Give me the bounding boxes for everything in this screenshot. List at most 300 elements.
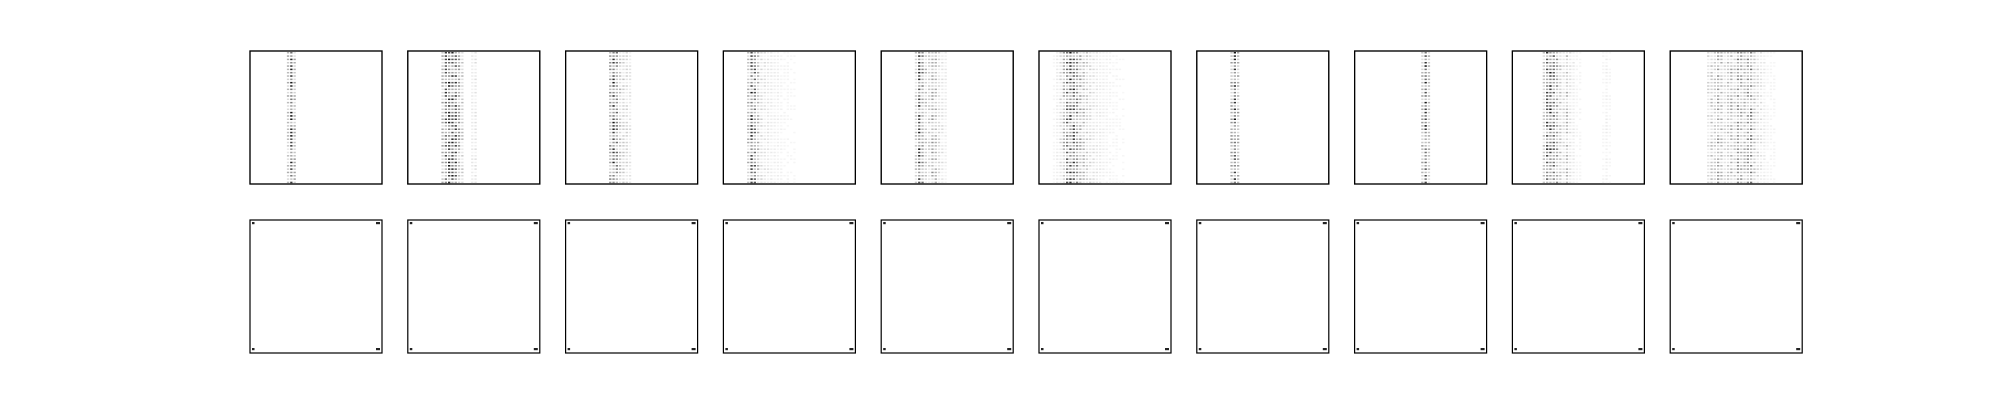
heatmap-cell: [1707, 89, 1709, 91]
heatmap-cell: [287, 155, 289, 157]
heatmap-cell: [1099, 178, 1101, 180]
heatmap-cell: [1727, 59, 1729, 61]
heatmap-cell: [1559, 112, 1561, 114]
heatmap-cell: [1059, 95, 1061, 97]
heatmap-cell: [1743, 168, 1745, 170]
heatmap-cell: [774, 112, 776, 114]
heatmap-cell: [629, 155, 631, 157]
heatmap-cell: [1556, 95, 1558, 97]
heatmap-cell: [928, 165, 930, 167]
panel-frame: [566, 51, 698, 184]
heatmap-cell: [1753, 55, 1755, 57]
heatmap-cell: [945, 135, 947, 137]
heatmap-cell: [767, 59, 769, 61]
heatmap-cell: [1425, 119, 1427, 121]
heatmap-cell: [1740, 95, 1742, 97]
heatmap-cell: [622, 125, 624, 127]
heatmap-cell: [1059, 132, 1061, 134]
heatmap-cell: [1543, 175, 1545, 177]
heatmap-cell: [471, 102, 473, 104]
heatmap-cell: [455, 165, 457, 167]
heatmap-cell: [1230, 62, 1232, 64]
heatmap-cell: [471, 65, 473, 67]
heatmap-cell: [1553, 168, 1555, 170]
heatmap-cell: [1083, 165, 1085, 167]
heatmap-cell: [1096, 95, 1098, 97]
heatmap-cell: [1546, 115, 1548, 117]
heatmap-cell: [451, 148, 453, 150]
heatmap-cell: [455, 102, 457, 104]
heatmap-cell: [471, 119, 473, 121]
heatmap-cell: [935, 158, 937, 160]
heatmap-cell: [1727, 112, 1729, 114]
heatmap-cell: [1112, 172, 1114, 174]
heatmap-cell: [1563, 162, 1565, 164]
heatmap-cell: [1089, 148, 1091, 150]
heatmap-cell: [760, 92, 762, 94]
heatmap-cell: [1553, 62, 1555, 64]
heatmap-cell: [1747, 152, 1749, 154]
heatmap-cell: [471, 158, 473, 160]
heatmap-cell: [787, 85, 789, 87]
heatmap-cell: [1717, 148, 1719, 150]
heatmap-cell: [1056, 128, 1058, 130]
heatmap-cell: [1083, 178, 1085, 180]
heatmap-cell: [1734, 52, 1736, 54]
heatmap-cell: [471, 155, 473, 157]
heatmap-cell: [1546, 165, 1548, 167]
heatmap-cell: [1092, 119, 1094, 121]
heatmap-cell: [1063, 89, 1065, 91]
heatmap-cell: [1063, 142, 1065, 144]
heatmap-cell: [770, 62, 772, 64]
heatmap-cell: [1096, 148, 1098, 150]
heatmap-cell: [290, 125, 292, 127]
heatmap-cell: [774, 59, 776, 61]
heatmap-cell: [787, 55, 789, 57]
heatmap-cell: [1734, 158, 1736, 160]
heatmap-cell: [1572, 178, 1574, 180]
heatmap-cell: [1753, 125, 1755, 127]
heatmap-cell: [612, 99, 614, 101]
heatmap-cell: [1566, 52, 1568, 54]
heatmap-cell: [1099, 132, 1101, 134]
heatmap-cell: [1553, 155, 1555, 157]
heatmap-cell: [461, 165, 463, 167]
heatmap-cell: [938, 162, 940, 164]
heatmap-cell: [764, 82, 766, 84]
heatmap-cell: [451, 102, 453, 104]
heatmap-cell: [1737, 72, 1739, 74]
heatmap-cell: [1063, 152, 1065, 154]
heatmap-cell: [747, 172, 749, 174]
heatmap-cell: [609, 138, 611, 140]
heatmap-cell: [945, 165, 947, 167]
heatmap-cell: [609, 162, 611, 164]
heatmap-cell: [1757, 65, 1759, 67]
heatmap-cell: [622, 105, 624, 107]
heatmap-cell: [629, 115, 631, 117]
heatmap-cell: [928, 82, 930, 84]
heatmap-cell: [777, 115, 779, 117]
heatmap-cell: [448, 92, 450, 94]
heatmap-cell: [1066, 132, 1068, 134]
heatmap-cell: [1740, 178, 1742, 180]
heatmap-cell: [1073, 152, 1075, 154]
heatmap-cell: [1549, 65, 1551, 67]
heatmap-cell: [461, 128, 463, 130]
heatmap-cell: [1750, 128, 1752, 130]
heatmap-cell: [451, 138, 453, 140]
heatmap-cell: [1421, 155, 1423, 157]
heatmap-cell: [915, 138, 917, 140]
heatmap-cell: [1566, 65, 1568, 67]
heatmap-cell: [1230, 135, 1232, 137]
heatmap-cell: [1096, 165, 1098, 167]
heatmap-cell: [626, 138, 628, 140]
heatmap-cell: [1092, 148, 1094, 150]
heatmap-cell: [931, 132, 933, 134]
heatmap-cell: [445, 182, 447, 184]
heatmap-cell: [1576, 69, 1578, 71]
heatmap-cell: [1563, 152, 1565, 154]
heatmap-cell: [767, 65, 769, 67]
heatmap-cell: [448, 138, 450, 140]
heatmap-cell: [787, 69, 789, 71]
heatmap-cell: [1092, 82, 1094, 84]
heatmap-cell: [1063, 82, 1065, 84]
heatmap-cell: [1553, 162, 1555, 164]
heatmap-cell: [767, 132, 769, 134]
heatmap-cell: [928, 65, 930, 67]
heatmap-cell: [448, 142, 450, 144]
heatmap-cell: [290, 82, 292, 84]
heatmap-cell: [455, 178, 457, 180]
heatmap-cell: [1076, 142, 1078, 144]
heatmap-cell: [1106, 79, 1108, 81]
heatmap-cell: [609, 102, 611, 104]
heatmap-cell: [1553, 75, 1555, 77]
corner-mark-top-left: [1514, 222, 1517, 224]
heatmap-cell: [1086, 92, 1088, 94]
heatmap-cell: [1109, 178, 1111, 180]
heatmap-cell: [787, 52, 789, 54]
heatmap-cell: [1566, 92, 1568, 94]
heatmap-cell: [474, 128, 476, 130]
heatmap-cell: [471, 115, 473, 117]
heatmap-cell: [1083, 102, 1085, 104]
heatmap-cell: [1066, 99, 1068, 101]
heatmap-cell: [780, 145, 782, 147]
heatmap-cell: [1053, 85, 1055, 87]
heatmap-cell: [1546, 102, 1548, 104]
heatmap-cell: [1760, 99, 1762, 101]
heatmap-cell: [1428, 142, 1430, 144]
heatmap-cell: [448, 119, 450, 121]
heatmap-cell: [1707, 79, 1709, 81]
heatmap-cell: [451, 59, 453, 61]
heatmap-cell: [445, 92, 447, 94]
heatmap-cell: [448, 65, 450, 67]
heatmap-cell: [1106, 85, 1108, 87]
heatmap-cell: [451, 172, 453, 174]
heatmap-cell: [1763, 79, 1765, 81]
heatmap-cell: [747, 168, 749, 170]
heatmap-cell: [629, 145, 631, 147]
heatmap-cell: [777, 162, 779, 164]
heatmap-cell: [1579, 112, 1581, 114]
heatmap-cell: [793, 148, 795, 150]
heatmap-cell: [622, 178, 624, 180]
heatmap-cell: [921, 55, 923, 57]
heatmap-cell: [1073, 112, 1075, 114]
heatmap-cell: [1605, 99, 1607, 101]
heatmap-cell: [1720, 152, 1722, 154]
heatmap-cell: [1737, 182, 1739, 184]
heatmap-cell: [626, 178, 628, 180]
heatmap-cell: [1727, 89, 1729, 91]
heatmap-cell: [1069, 102, 1071, 104]
heatmap-cell: [915, 85, 917, 87]
heatmap-cell: [1069, 119, 1071, 121]
heatmap-cell: [757, 99, 759, 101]
heatmap-cell: [1714, 138, 1716, 140]
heatmap-cell: [287, 128, 289, 130]
heatmap-cell: [757, 69, 759, 71]
heatmap-cell: [918, 65, 920, 67]
heatmap-cell: [626, 109, 628, 111]
heatmap-cell: [1053, 172, 1055, 174]
heatmap-cell: [629, 82, 631, 84]
heatmap-cell: [757, 178, 759, 180]
heatmap-cell: [750, 75, 752, 77]
heatmap-cell: [1714, 59, 1716, 61]
heatmap-cell: [1763, 162, 1765, 164]
heatmap-cell: [921, 175, 923, 177]
heatmap-cell: [1230, 172, 1232, 174]
heatmap-cell: [445, 175, 447, 177]
heatmap-cell: [921, 158, 923, 160]
heatmap-cell: [1089, 132, 1091, 134]
heatmap-cell: [1089, 119, 1091, 121]
heatmap-cell: [1089, 92, 1091, 94]
heatmap-cell: [1579, 155, 1581, 157]
heatmap-cell: [458, 128, 460, 130]
heatmap-cell: [1566, 175, 1568, 177]
heatmap-cell: [1760, 135, 1762, 137]
heatmap-cell: [921, 119, 923, 121]
heatmap-cell: [1576, 65, 1578, 67]
heatmap-cell: [764, 152, 766, 154]
heatmap-cell: [612, 75, 614, 77]
heatmap-cell: [754, 85, 756, 87]
heatmap-cell: [1428, 82, 1430, 84]
heatmap-cell: [780, 172, 782, 174]
heatmap-cell: [1753, 145, 1755, 147]
heatmap-cell: [455, 138, 457, 140]
heatmap-cell: [287, 122, 289, 124]
heatmap-cell: [1099, 69, 1101, 71]
heatmap-cell: [455, 155, 457, 157]
heatmap-cell: [1099, 79, 1101, 81]
heatmap-cell: [1747, 112, 1749, 114]
heatmap-cell: [1753, 115, 1755, 117]
heatmap-cell: [1079, 172, 1081, 174]
heatmap-cell: [1079, 69, 1081, 71]
heatmap-cell: [1563, 158, 1565, 160]
heatmap-cell: [622, 172, 624, 174]
heatmap-cell: [1099, 168, 1101, 170]
heatmap-cell: [461, 55, 463, 57]
heatmap-cell: [1421, 72, 1423, 74]
heatmap-cell: [287, 115, 289, 117]
heatmap-cell: [290, 175, 292, 177]
heatmap-cell: [1707, 148, 1709, 150]
heatmap-cell: [918, 135, 920, 137]
heatmap-cell: [1116, 59, 1118, 61]
heatmap-cell: [1572, 152, 1574, 154]
heatmap-cell: [461, 59, 463, 61]
heatmap-cell: [1099, 122, 1101, 124]
heatmap-cell: [458, 85, 460, 87]
heatmap-cell: [1760, 178, 1762, 180]
heatmap-cell: [1543, 109, 1545, 111]
heatmap-cell: [1092, 95, 1094, 97]
heatmap-cell: [1234, 178, 1236, 180]
heatmap-cell: [294, 85, 296, 87]
heatmap-cell: [1572, 99, 1574, 101]
heatmap-cell: [1059, 82, 1061, 84]
heatmap-cell: [1707, 59, 1709, 61]
heatmap-cell: [622, 119, 624, 121]
heatmap-cell: [764, 158, 766, 160]
heatmap-cell: [1730, 95, 1732, 97]
heatmap-cell: [935, 122, 937, 124]
heatmap-cell: [1743, 92, 1745, 94]
heatmap-cell: [1066, 105, 1068, 107]
heatmap-cell: [1066, 125, 1068, 127]
heatmap-cell: [928, 155, 930, 157]
heatmap-cell: [928, 102, 930, 104]
heatmap-cell: [931, 79, 933, 81]
heatmap-cell: [629, 52, 631, 54]
heatmap-cell: [1549, 135, 1551, 137]
heatmap-cell: [1710, 105, 1712, 107]
heatmap-cell: [928, 152, 930, 154]
heatmap-cell: [1109, 62, 1111, 64]
heatmap-cell: [931, 135, 933, 137]
heatmap-cell: [1566, 102, 1568, 104]
heatmap-cell: [1747, 69, 1749, 71]
heatmap-cell: [445, 65, 447, 67]
heatmap-cell: [441, 182, 443, 184]
heatmap-cell: [925, 79, 927, 81]
heatmap-cell: [931, 148, 933, 150]
heatmap-cell: [1569, 59, 1571, 61]
heatmap-cell: [1743, 89, 1745, 91]
heatmap-cell: [1073, 172, 1075, 174]
heatmap-cell: [1056, 75, 1058, 77]
heatmap-cell: [1563, 138, 1565, 140]
heatmap-cell: [1753, 109, 1755, 111]
heatmap-cell: [1727, 162, 1729, 164]
heatmap-cell: [1566, 79, 1568, 81]
heatmap-cell: [1602, 79, 1604, 81]
heatmap-cell: [1083, 132, 1085, 134]
heatmap-cell: [1710, 152, 1712, 154]
heatmap-cell: [774, 105, 776, 107]
panel-8: [1355, 51, 1487, 184]
heatmap-cell: [1073, 138, 1075, 140]
heatmap-cell: [1727, 65, 1729, 67]
heatmap-cell: [1743, 162, 1745, 164]
heatmap-cell: [935, 132, 937, 134]
heatmap-cell: [626, 85, 628, 87]
heatmap-cell: [915, 168, 917, 170]
heatmap-cell: [1546, 109, 1548, 111]
heatmap-cell: [619, 119, 621, 121]
heatmap-cell: [1609, 128, 1611, 130]
heatmap-cell: [1730, 145, 1732, 147]
heatmap-cell: [1773, 162, 1775, 164]
heatmap-cell: [1727, 75, 1729, 77]
heatmap-cell: [931, 158, 933, 160]
heatmap-cell: [1727, 145, 1729, 147]
heatmap-cell: [474, 132, 476, 134]
heatmap-cell: [1086, 165, 1088, 167]
heatmap-cell: [294, 72, 296, 74]
heatmap-cell: [1763, 99, 1765, 101]
heatmap-cell: [1576, 178, 1578, 180]
heatmap-cell: [461, 168, 463, 170]
heatmap-cell: [1602, 95, 1604, 97]
heatmap-cell: [1579, 65, 1581, 67]
heatmap-cell: [750, 82, 752, 84]
heatmap-cell: [1724, 122, 1726, 124]
heatmap-cell: [760, 135, 762, 137]
heatmap-cell: [1602, 112, 1604, 114]
heatmap-cell: [1720, 55, 1722, 57]
heatmap-cell: [1609, 102, 1611, 104]
heatmap-cell: [1753, 69, 1755, 71]
heatmap-cell: [1727, 105, 1729, 107]
heatmap-cell: [448, 155, 450, 157]
heatmap-cell: [1724, 162, 1726, 164]
heatmap-cell: [629, 125, 631, 127]
heatmap-cell: [780, 105, 782, 107]
heatmap-cell: [474, 182, 476, 184]
heatmap-cell: [1760, 158, 1762, 160]
heatmap-cell: [780, 142, 782, 144]
heatmap-cell: [455, 122, 457, 124]
heatmap-cell: [616, 105, 618, 107]
panel-14: [723, 220, 855, 353]
heatmap-cell: [925, 99, 927, 101]
heatmap-cell: [754, 158, 756, 160]
heatmap-cell: [941, 119, 943, 121]
corner-mark-bottom-left: [1514, 348, 1517, 350]
heatmap-cell: [1066, 152, 1068, 154]
heatmap-cell: [609, 155, 611, 157]
heatmap-cell: [750, 99, 752, 101]
heatmap-cell: [1428, 89, 1430, 91]
heatmap-cell: [1073, 162, 1075, 164]
heatmap-cell: [1609, 135, 1611, 137]
heatmap-cell: [1066, 122, 1068, 124]
heatmap-cell: [1576, 155, 1578, 157]
heatmap-cell: [474, 142, 476, 144]
heatmap-cell: [1724, 145, 1726, 147]
